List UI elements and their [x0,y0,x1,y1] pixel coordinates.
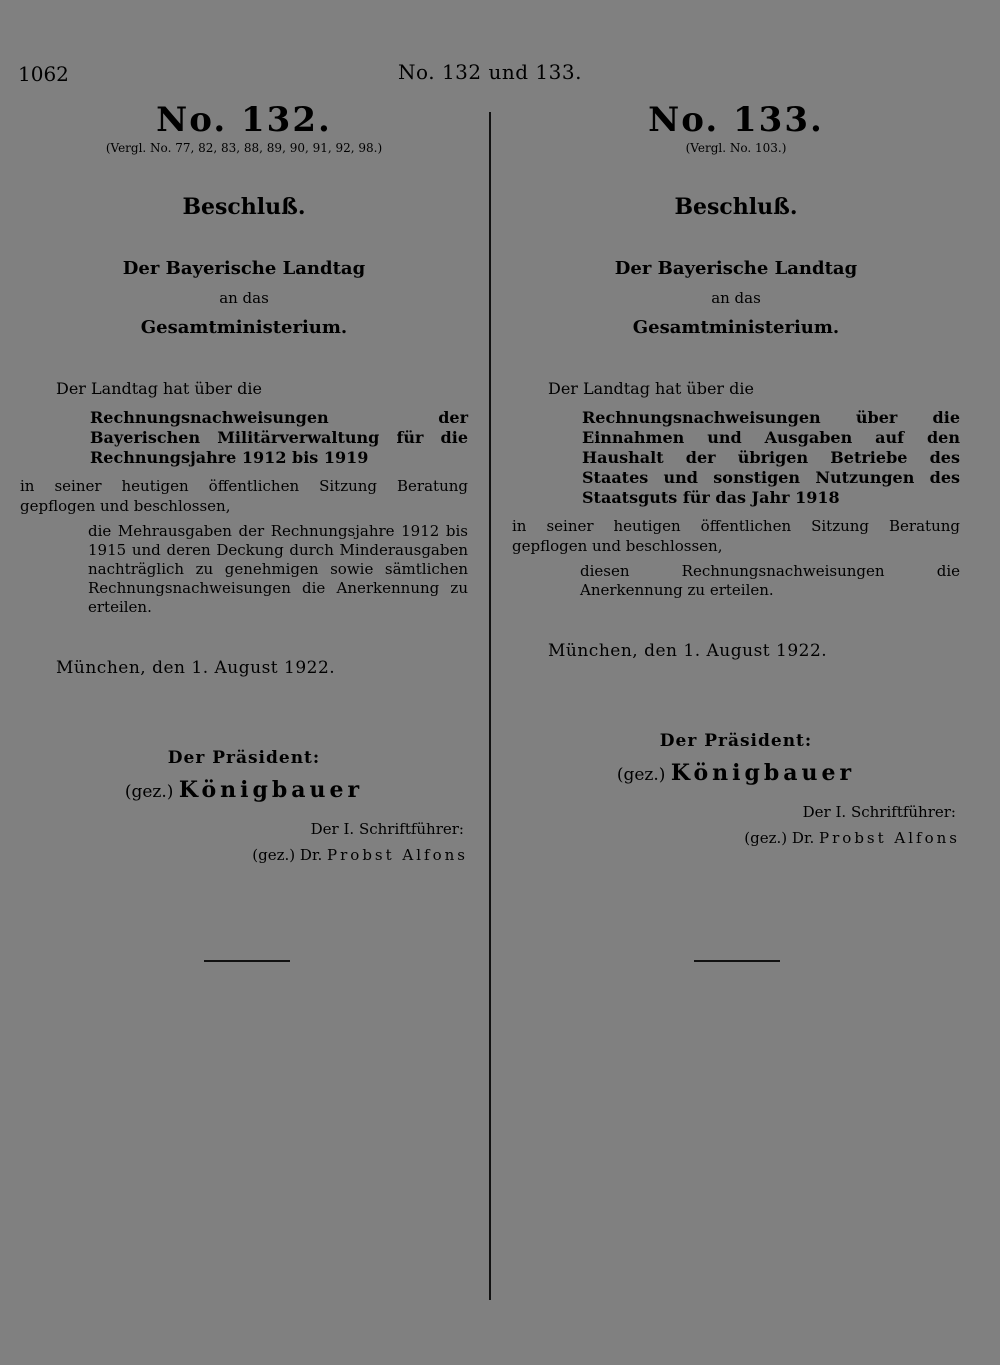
president-title: Der Präsident: [659,731,813,751]
date-line: München, den 1. August 1922. [56,658,336,678]
secretary-title: Der I. Schriftführer: [310,820,464,838]
president-title: Der Präsident: [167,748,321,768]
secretary-signature [20,845,468,865]
addressee-connector: an das [219,289,269,307]
secretary-name: Probst Alfons [327,846,468,864]
secretary-signature [512,828,960,848]
resolution-text: diesen Rechnungsnachweisungen die Anerkennung zu erteilen. [580,562,960,599]
signature-prefix: (gez.) Dr. [744,829,815,847]
resolution-133 [512,100,960,848]
body-text: in seiner heutigen öffentlichen Sitzung Beratung gepflogen und beschlossen, [512,517,960,555]
cross-reference: (Vergl. No. 77, 82, 83, 88, 89, 90, 91, 92, 98.) [105,141,383,155]
secretary-name: Probst Alfons [819,829,960,847]
signature-prefix: (gez.) [616,765,666,785]
resolution-heading: Beschluß. [182,194,306,220]
president-signature [512,760,960,788]
resolution-number: No. 132. [156,100,332,140]
issuing-authority: Der Bayerische Landtag [614,258,858,279]
signature-prefix: (gez.) Dr. [252,846,323,864]
cross-reference: (Vergl. No. 103.) [685,141,787,155]
president-name: Königbauer [178,777,364,803]
running-title: No. 132 und 133. [398,60,582,84]
subject-text: Rechnungsnachweisungen über die Einnahmen und Ausgaben auf den Haushalt der übrigen Betriebe des Staates und sonstigen Nutzungen des Staatsguts für das Jahr 1918 [582,408,960,507]
end-rule [694,960,780,962]
subject-text: Rechnungsnachweisungen der Bayerischen Militärverwaltung für die Rechnungsjahre 1912 bis 1919 [90,408,468,467]
secretary-title: Der I. Schriftführer: [802,803,956,821]
resolution-heading: Beschluß. [674,194,798,220]
column-divider [489,112,491,1300]
signature-prefix: (gez.) [124,782,174,802]
intro-text: Der Landtag hat über die [548,379,754,398]
president-name: Königbauer [670,760,856,786]
resolution-132 [20,100,468,865]
intro-text: Der Landtag hat über die [56,379,262,398]
body-text: in seiner heutigen öffentlichen Sitzung Beratung gepflogen und beschlossen, [20,477,468,515]
date-line: München, den 1. August 1922. [548,641,828,661]
recipient: Gesamtministerium. [632,317,840,338]
issuing-authority: Der Bayerische Landtag [122,258,366,279]
president-signature [20,777,468,805]
addressee-connector: an das [711,289,761,307]
resolution-number: No. 133. [648,100,824,140]
recipient: Gesamtministerium. [140,317,348,338]
resolution-text: die Mehrausgaben der Rechnungsjahre 1912 bis 1915 und deren Deckung durch Minderausgaben nachträglich zu genehmigen sowie sämtlichen Rechnungsnachweisungen die Anerkennung zu erteilen. [88,522,468,616]
page-number: 1062 [18,62,69,86]
end-rule [204,960,290,962]
